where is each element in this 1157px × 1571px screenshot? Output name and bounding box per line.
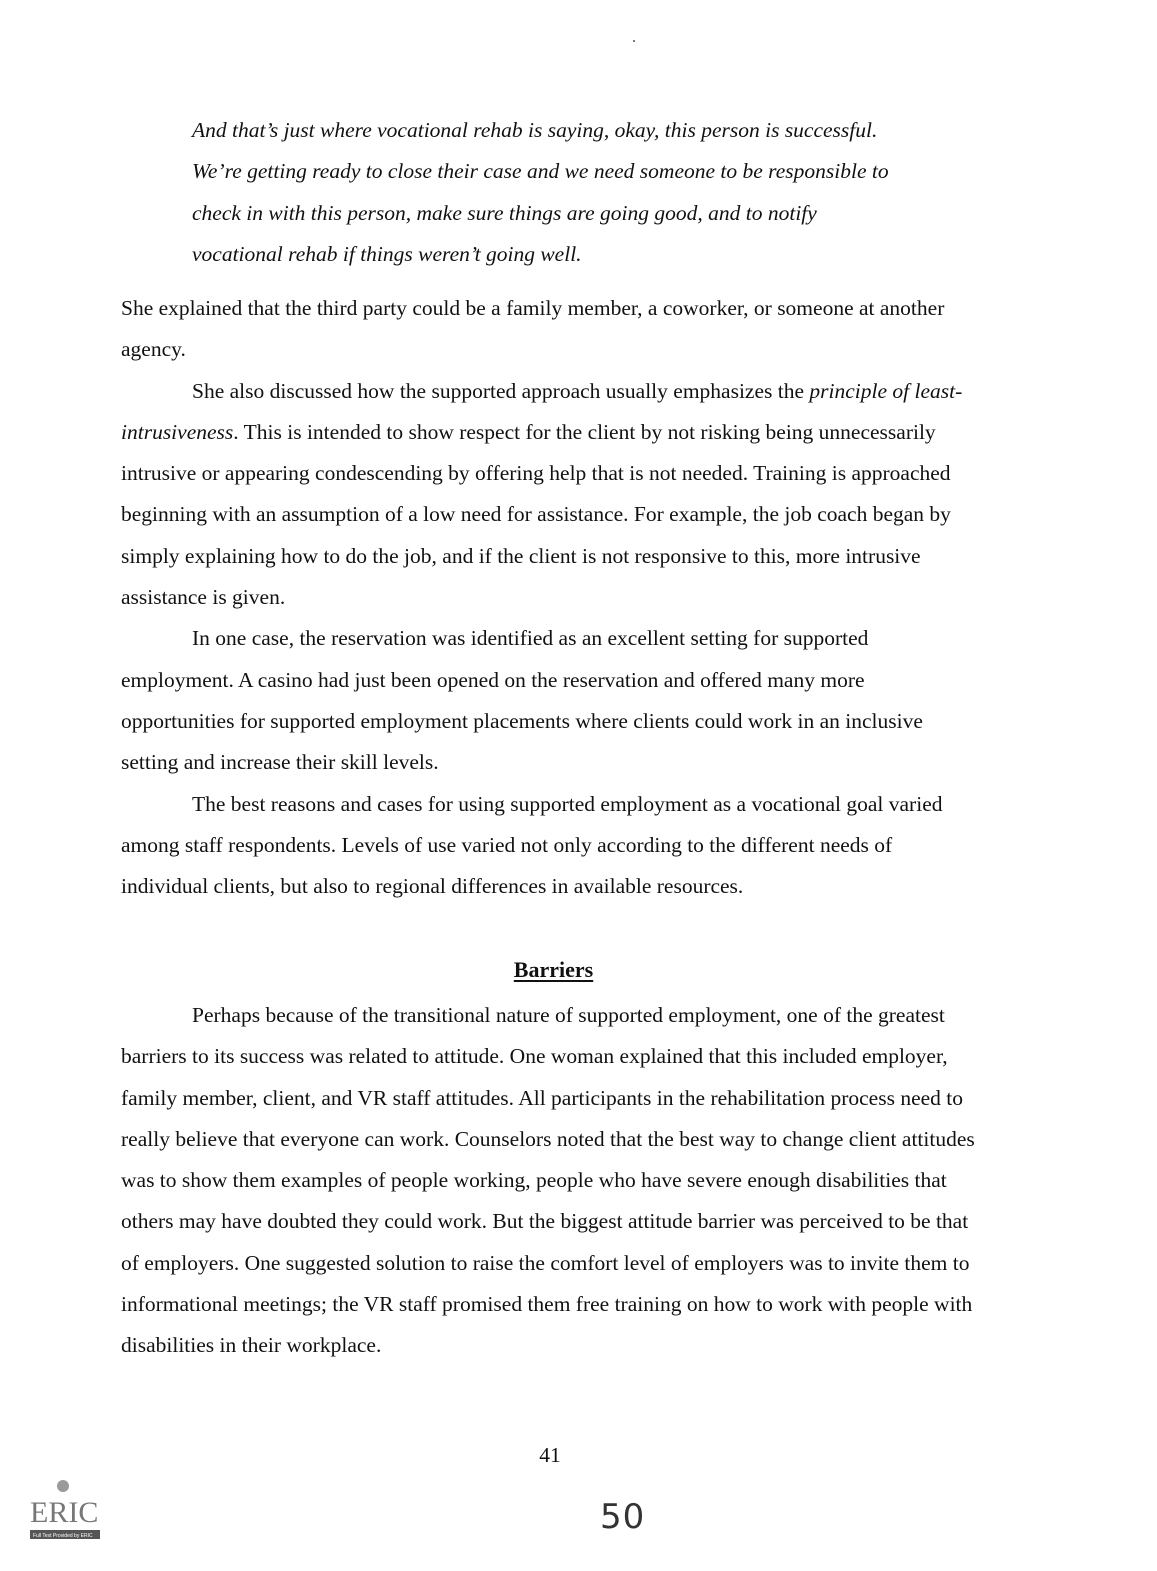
- body-text: [121, 288, 981, 907]
- block-quote: [192, 110, 982, 275]
- paragraph: Perhaps because of the transitional nature of supported employment, one of the greatest barriers to its success was related to attitude. One woman explained that this included employer, family member, client, and VR staff attitudes. All participants in the rehabilitation process need to really believe that everyone can work. Counselors noted that the best way to change client attitudes was to show them examples of people working, people who have severe enough disabilities that others may have doubted they could work. But the biggest attitude barrier was perceived to be that of employers. One suggested solution to raise the comfort level of employers was to invite them to informational meetings; the VR staff promised them free training on how to work with people with disabilities in their workplace.: [121, 1003, 975, 1358]
- logo-text: ERIC: [30, 1496, 99, 1529]
- paragraph: She explained that the third party could be a family member, a coworker, or someone at another agency.: [121, 296, 945, 362]
- paragraph-text: She also discussed how the supported approach usually emphasizes the: [192, 378, 810, 403]
- quote-line: We’re getting ready to close their case and we need someone to be responsible to: [192, 159, 889, 184]
- logo-subtext: Full Text Provided by ERIC: [33, 1533, 93, 1539]
- section-body: [121, 995, 981, 1367]
- logo-dot-icon: [57, 1480, 69, 1492]
- scan-speck: [633, 40, 635, 42]
- quote-line: And that’s just where vocational rehab is saying, okay, this person is successful.: [192, 118, 878, 142]
- paragraph: In one case, the reservation was identified as an excellent setting for supported employment. A casino had just been opened on the reservation and offered many more opportunities for supported employment placements where clients could work in an inclusive setting and increase their skill levels.: [121, 626, 923, 775]
- quote-line: vocational rehab if things weren’t going well.: [192, 241, 582, 266]
- paragraph-text: . This is intended to show respect for the client by not risking being unnecessarily intrusive or appearing condescending by offering help that is not needed. Training is approached beginning with an assumption of a low need for assistance. For example, the job coach began by simply explaining how to do the job, and if the client is not responsive to this, more intrusive assistance is given.: [121, 419, 951, 610]
- paragraph: [121, 371, 981, 619]
- section-heading: Barriers: [513, 957, 594, 982]
- stamp-number: 50: [600, 1497, 646, 1537]
- page-number: 41: [539, 1443, 561, 1467]
- paragraph: The best reasons and cases for using supported employment as a vocational goal varied among staff respondents. Levels of use varied not only according to the different needs of individual clients, but also to regional differences in available resources.: [121, 791, 943, 899]
- quote-line: check in with this person, make sure things are going good, and to notify: [192, 200, 817, 225]
- eric-logo: [28, 1478, 108, 1542]
- emphasized-term: principle of least-intrusiveness: [121, 378, 963, 444]
